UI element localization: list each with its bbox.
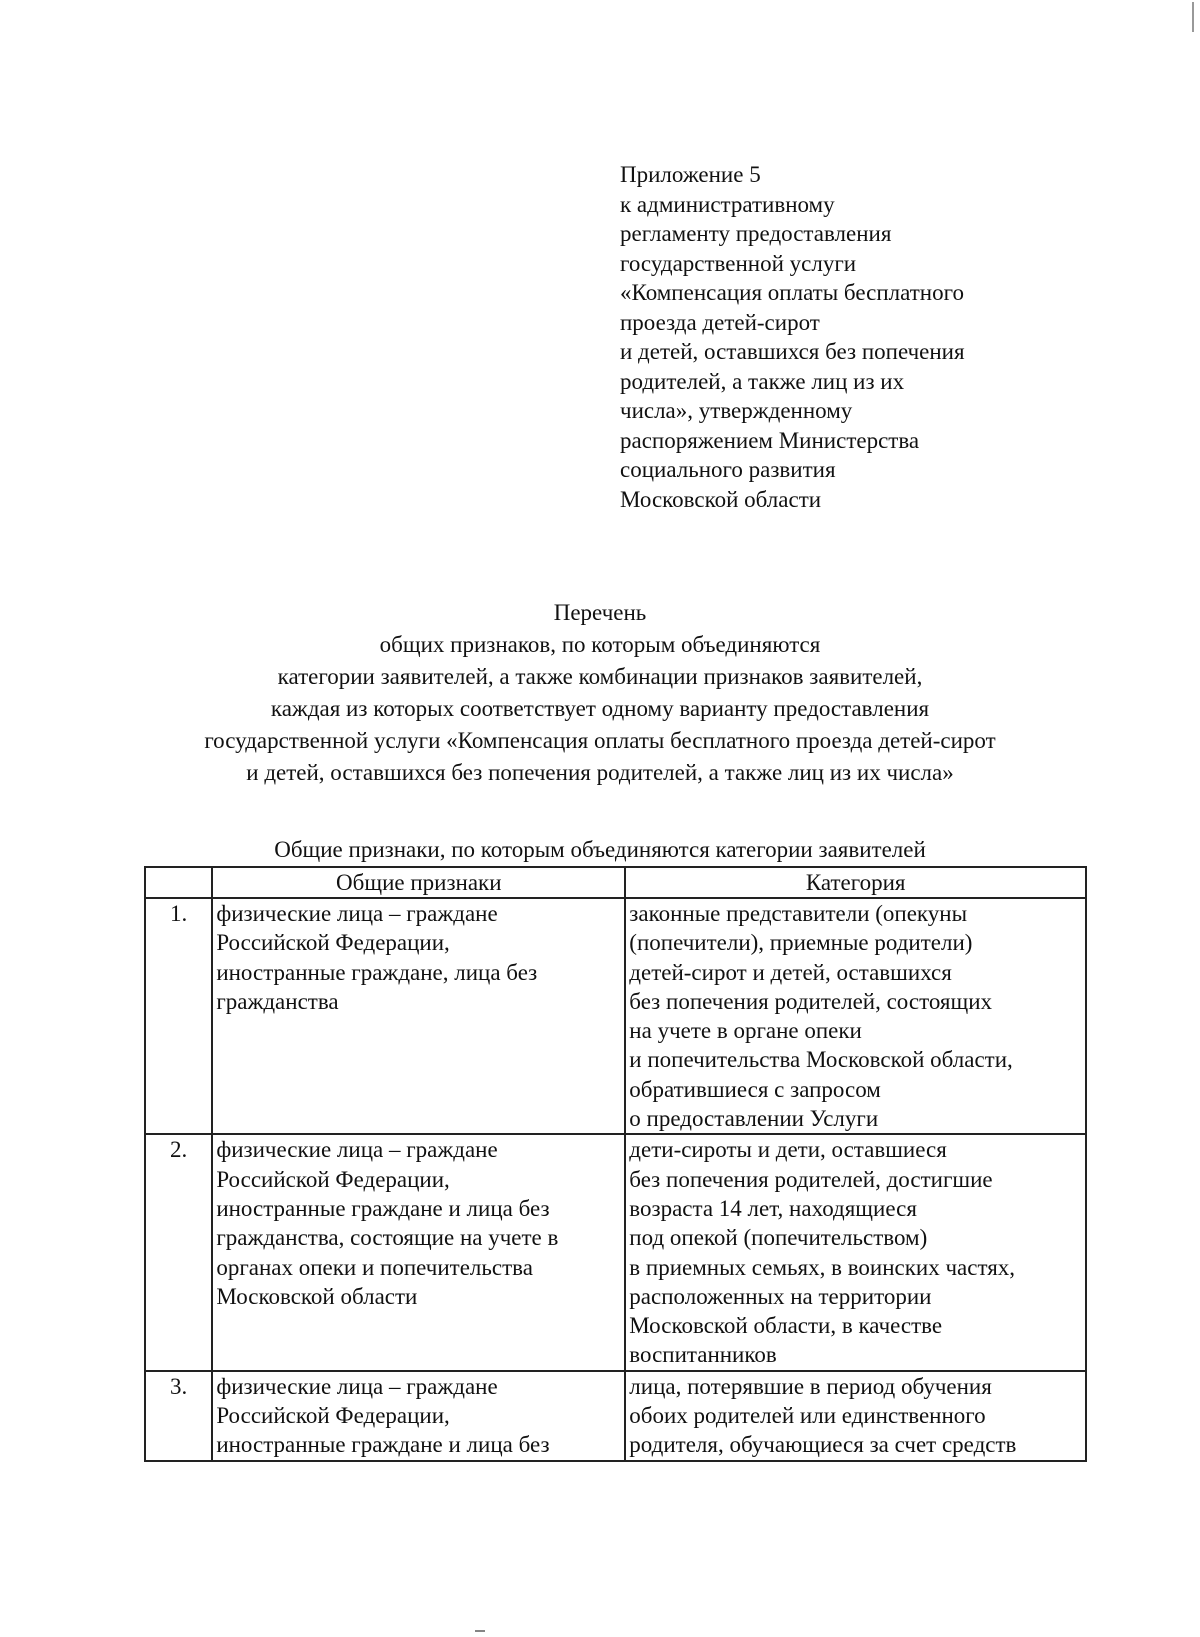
sign-cell [212,898,625,1134]
cell-line: дети-сироты и дети, оставшиеся [629,1137,947,1163]
document-title [100,597,1100,789]
cell-line: органах опеки и попечительства [216,1254,533,1280]
cell-line: иностранные граждане и лица без [216,1432,550,1458]
header-category: Категория [625,867,1086,898]
title-line: Перечень [553,600,647,625]
scan-mark-right [1192,2,1194,32]
cell-line: возраста 14 лет, находящиеся [629,1195,917,1221]
appendix-line: государственной услуги [620,250,857,276]
appendix-line: и детей, оставшихся без попечения [620,339,965,364]
cell-line: Российской Федерации, [216,930,450,956]
cell-line: без попечения родителей, достигшие [629,1166,993,1192]
appendix-line: социального развития [620,457,836,482]
cell-line: воспитанников [629,1342,777,1368]
cell-line: детей-сирот и детей, оставшихся [629,959,952,985]
cell-line: родителя, обучающиеся за счет средств [629,1432,1017,1458]
title-line: каждая из которых соответствует одному варианту предоставления [270,696,930,721]
cell-line: физические лица – граждане [216,1373,498,1399]
table-row [145,1134,1086,1370]
cell-line: лица, потерявшие в период обучения [629,1373,992,1399]
cell-line: гражданства, состоящие на учете в [216,1225,559,1251]
cell-line: расположенных на территории [629,1283,932,1309]
cell-line: Российской Федерации, [216,1166,450,1192]
cell-line: Московской области, в качестве [629,1313,943,1339]
cell-line: физические лица – граждане [216,1137,498,1163]
table-row [145,1371,1086,1461]
row-number: 1. [145,898,212,1134]
table-caption: Общие признаки, по которым объединяются категории заявителей [274,837,926,862]
table-header-row [145,867,1086,898]
title-line: государственной услуги «Компенсация оплаты бесплатного проезда детей-сирот [204,728,996,753]
title-line: и детей, оставшихся без попечения родителей, а также лиц из их числа» [246,760,954,785]
category-cell [625,898,1086,1134]
appendix-line: Московской области [620,486,822,512]
cell-line: в приемных семьях, в воинских частях, [629,1254,1016,1280]
cell-line: под опекой (попечительством) [629,1225,928,1251]
appendix-header [620,160,1080,514]
cell-line: о предоставлении Услуги [629,1106,879,1132]
category-cell [625,1371,1086,1461]
header-common-signs: Общие признаки [212,867,625,898]
row-number: 3. [145,1371,212,1461]
cell-line: обратившиеся с запросом [629,1076,881,1102]
sign-cell [212,1134,625,1370]
title-line: общих признаков, по которым объединяются [379,632,821,657]
appendix-line: проезда детей-сирот [620,309,820,335]
cell-line: иностранные граждане, лица без [216,959,538,985]
appendix-line: Приложение 5 [620,162,761,187]
appendix-line: «Компенсация оплаты бесплатного [620,280,964,305]
cell-line: Российской Федерации, [216,1403,450,1429]
header-number [145,867,212,898]
sign-cell [212,1371,625,1461]
cell-line: законные представители (опекуны [629,901,968,926]
scan-mark-bottom [475,1630,485,1632]
cell-line: Московской области [216,1283,418,1309]
cell-line: обоих родителей или единственного [629,1403,986,1429]
table-row [145,898,1086,1134]
cell-line: гражданства [216,988,339,1014]
appendix-line: регламенту предоставления [620,221,892,246]
cell-line: и попечительства Московской области, [629,1047,1013,1073]
appendix-line: к административному [620,191,835,217]
category-cell [625,1134,1086,1370]
cell-line: иностранные граждане и лица без [216,1195,550,1221]
row-number: 2. [145,1134,212,1370]
cell-line: без попечения родителей, состоящих [629,988,992,1014]
title-line: категории заявителей, а также комбинации признаков заявителей, [277,664,923,689]
cell-line: (попечители), приемные родители) [629,930,973,956]
appendix-line: распоряжением Министерства [620,427,920,453]
cell-line: физические лица – граждане [216,901,498,926]
appendix-line: родителей, а также лиц из их [620,368,905,394]
criteria-table [144,866,1087,1462]
appendix-line: числа», утвержденному [620,398,853,423]
cell-line: на учете в органе опеки [629,1018,862,1044]
